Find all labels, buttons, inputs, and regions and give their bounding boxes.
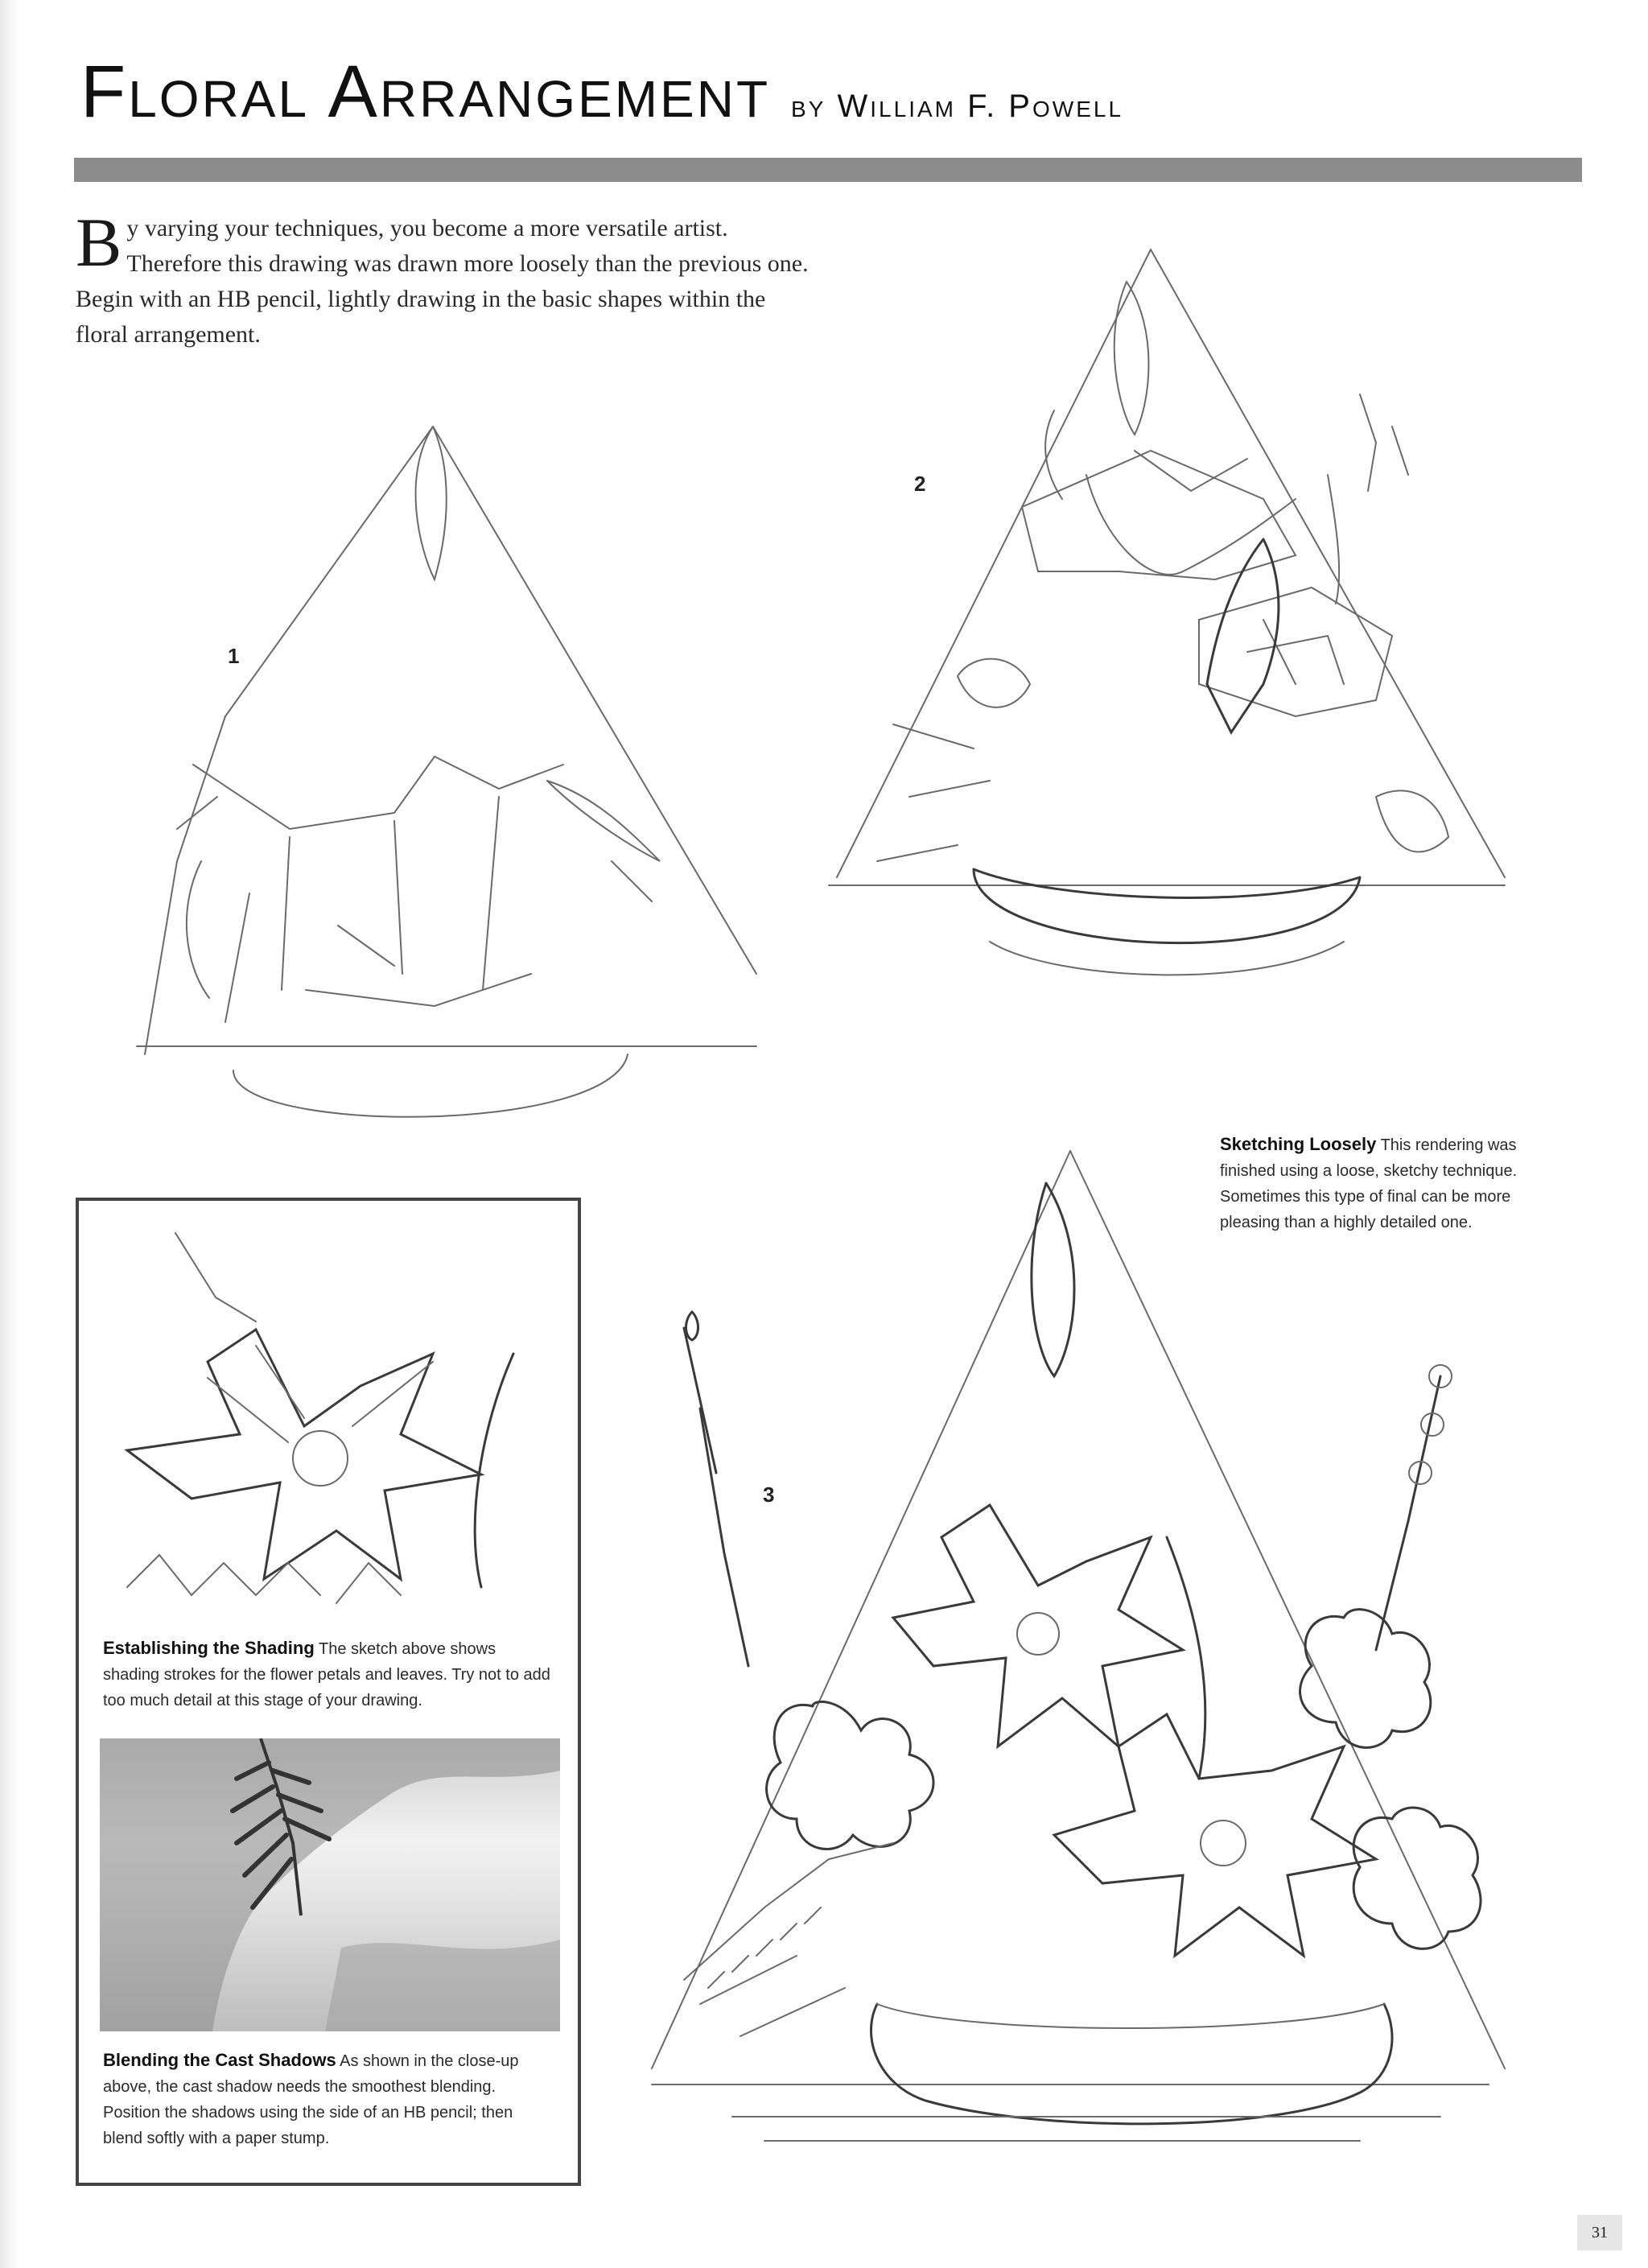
page-edge-shadow bbox=[0, 0, 19, 2268]
step-2-sketch bbox=[813, 233, 1521, 1046]
shading-closeup-illustration bbox=[95, 1217, 562, 1619]
technique-inset-box bbox=[76, 1198, 581, 2186]
caption-sketching-title: Sketching Loosely bbox=[1220, 1134, 1377, 1154]
step-3-drawing bbox=[636, 1135, 1561, 2197]
step-1-sketch bbox=[129, 410, 772, 1175]
caption-shading-text: The sketch above shows shading strokes for the flower petals and leaves. Try not to add too much detail at this stage of your drawing. bbox=[103, 1640, 550, 1709]
caption-sketching-text: This rendering was finished using a loose, sketchy technique. Sometimes this type of final can be more pleasing than a highly detailed one. bbox=[1220, 1136, 1518, 1231]
cast-shadow-closeup-illustration bbox=[100, 1738, 560, 2031]
caption-shading-title: Establishing the Shading bbox=[103, 1638, 315, 1658]
caption-blending-text: As shown in the close-up above, the cast shadow needs the smoothest blending. Position the shadows using the side of an HB pencil; then blend softly with a paper stump. bbox=[103, 2052, 519, 2147]
page-number: 31 bbox=[1577, 2215, 1622, 2250]
intro-paragraph bbox=[76, 204, 816, 353]
caption-blending-title: Blending the Cast Shadows bbox=[103, 2050, 336, 2070]
title-byline: by William F. Powell bbox=[791, 89, 1124, 124]
caption-blending-shadows bbox=[103, 2047, 554, 2151]
step-3-label: 3 bbox=[763, 1482, 775, 1507]
drop-cap: B bbox=[76, 204, 122, 281]
page-title bbox=[80, 51, 1124, 133]
caption-establishing-shading bbox=[103, 1635, 554, 1713]
header-rule bbox=[74, 158, 1582, 182]
step-1-label: 1 bbox=[228, 644, 240, 668]
intro-text: y varying your techniques, you become a more versatile artist. Therefore this drawing was drawn more loosely than the previous one. Begin with an HB pencil, lightly drawing in the basic shapes within the floral arrangement. bbox=[76, 215, 809, 348]
title-main: Floral Arrangement bbox=[80, 51, 771, 133]
fern-shadow-shape bbox=[100, 1738, 560, 2031]
step-2-label: 2 bbox=[914, 472, 926, 496]
